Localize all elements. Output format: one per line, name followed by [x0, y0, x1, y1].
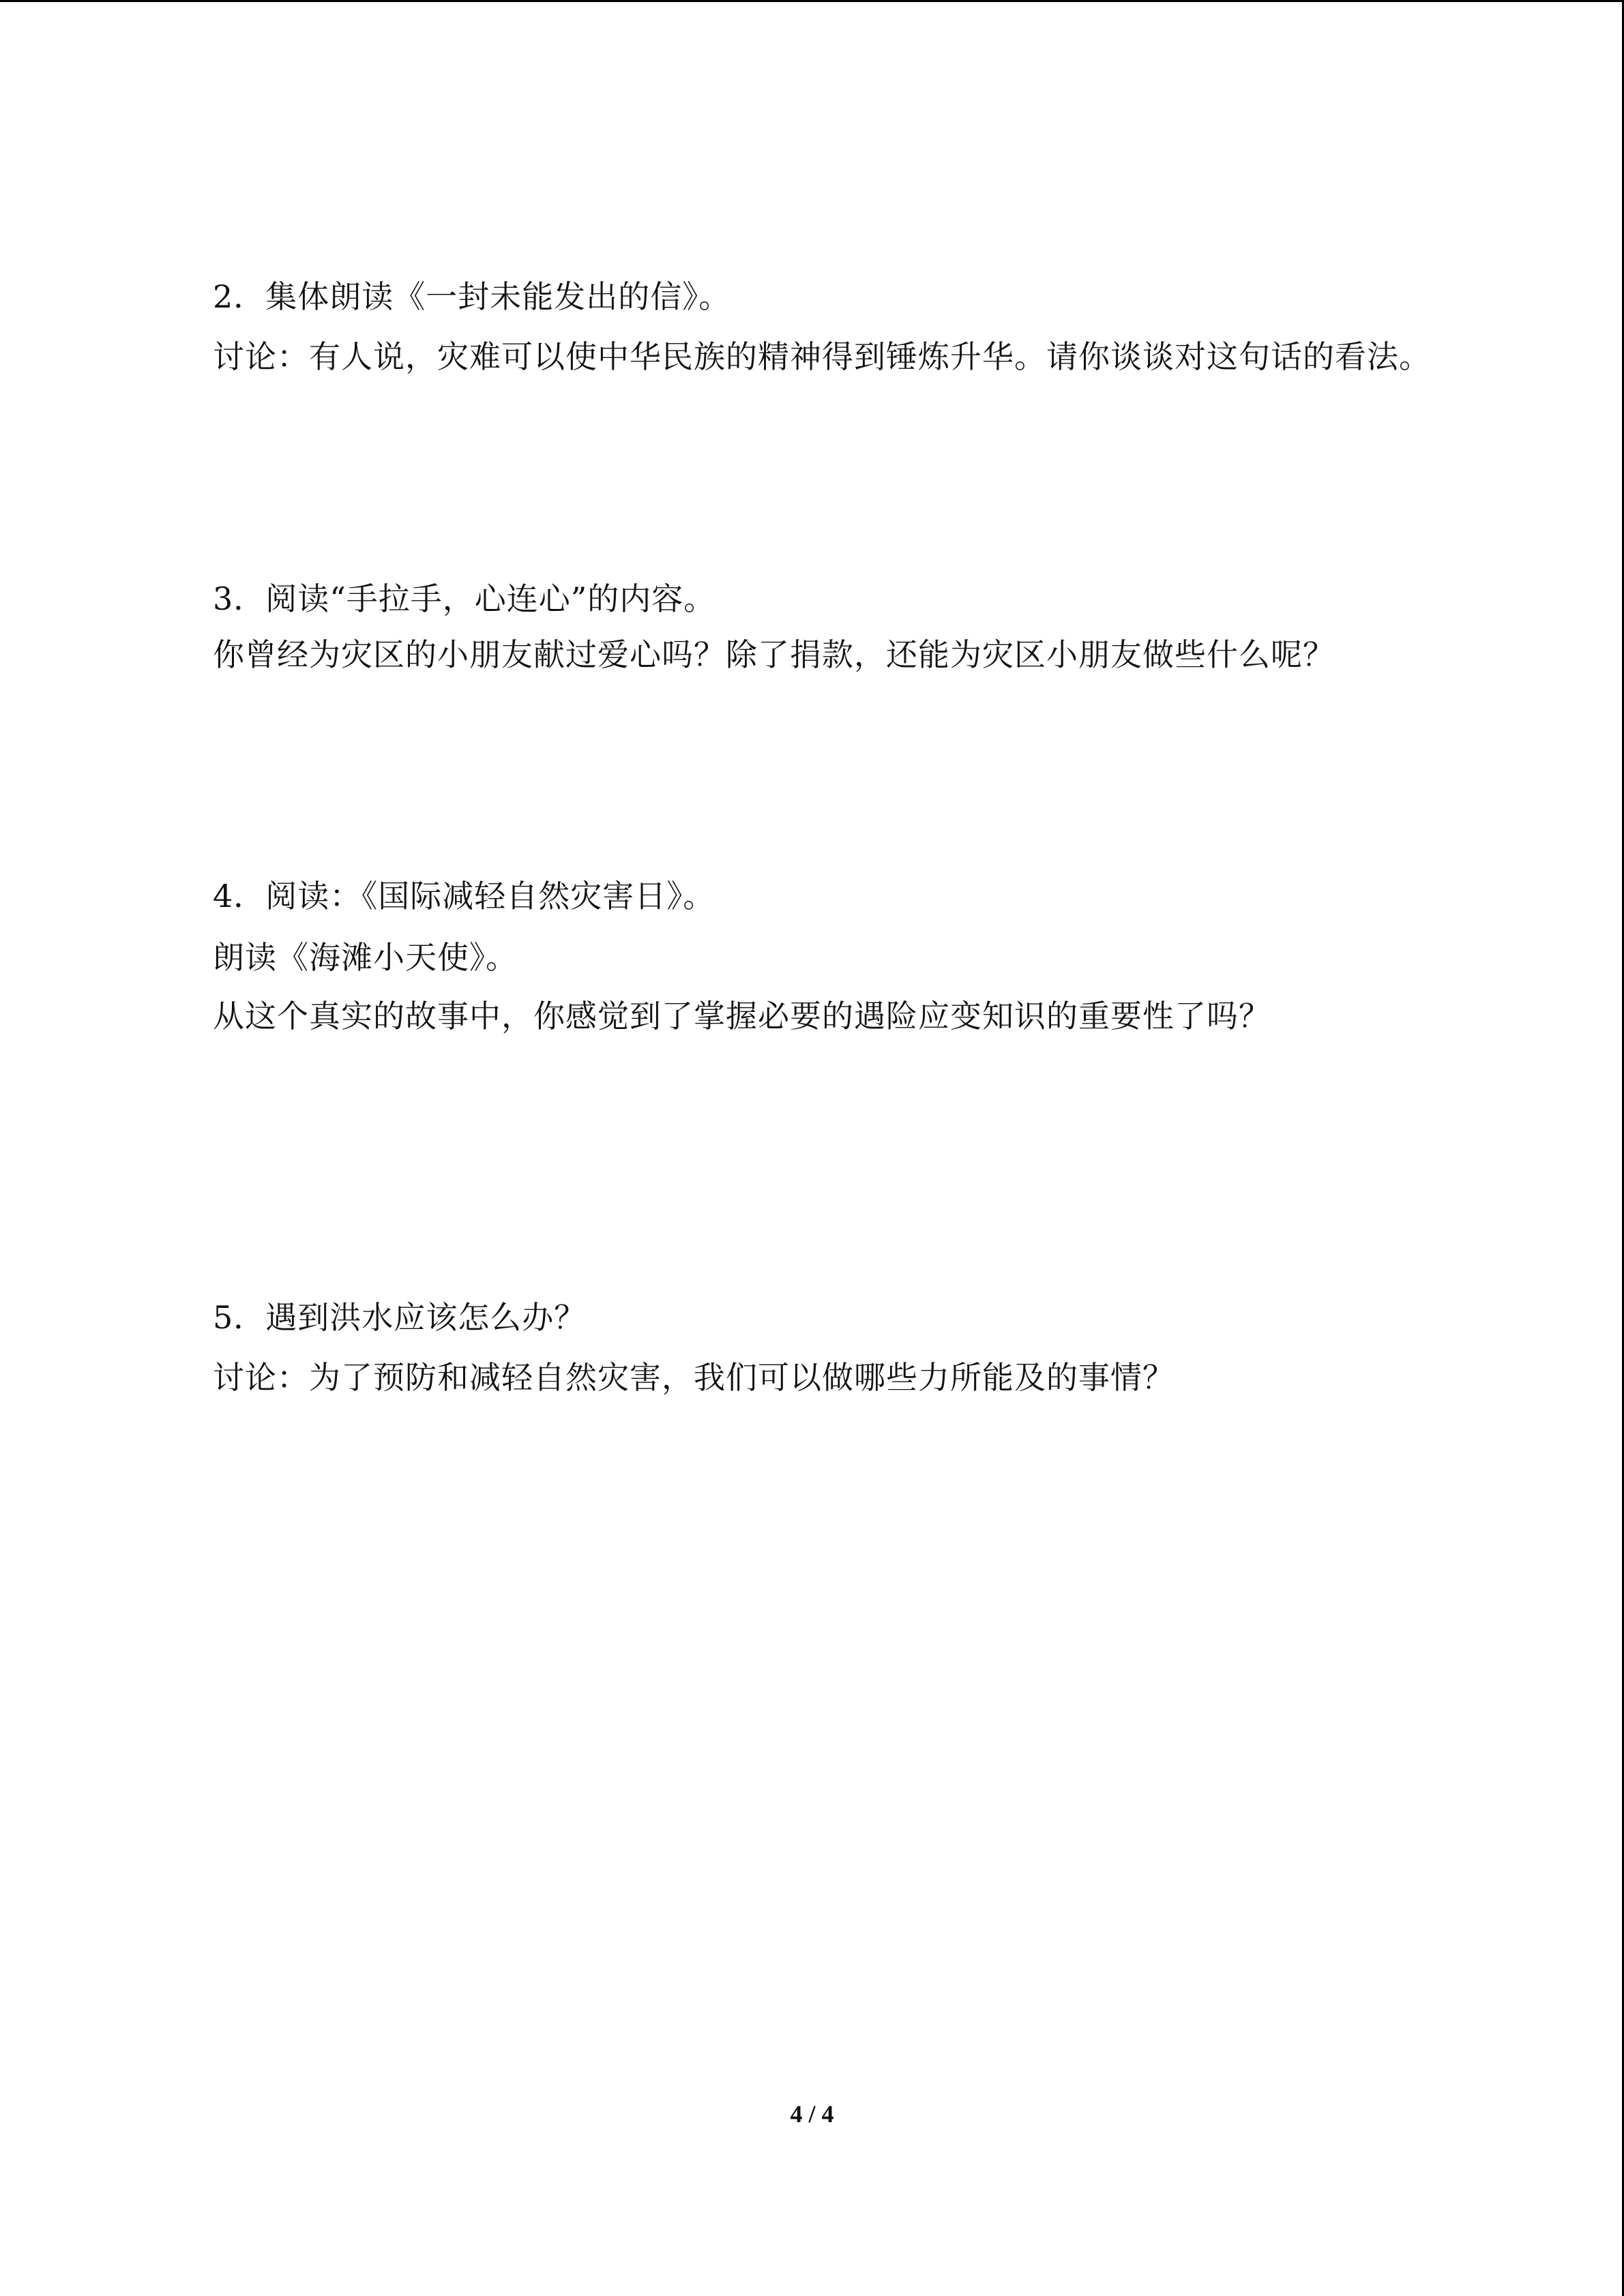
page-top-border: [0, 0, 1624, 2]
section-4-reading: 朗读《海滩小天使》。: [213, 939, 518, 976]
section-2-discussion: 讨论：有人说，灾难可以使中华民族的精神得到锤炼升华。请你谈谈对这句话的看法。: [213, 338, 1431, 375]
section-5-heading: 5．遇到洪水应该怎么办？: [213, 1299, 587, 1336]
section-3-heading: 3．阅读“手拉手，心连心”的内容。: [213, 580, 716, 617]
section-3-question: 你曾经为灾区的小朋友献过爱心吗？除了捐款，还能为灾区小朋友做些什么呢？: [213, 636, 1335, 673]
section-5-discussion: 讨论：为了预防和减轻自然灾害，我们可以做哪些力所能及的事情？: [213, 1359, 1175, 1396]
section-4-heading: 4．阅读：《国际减轻自然灾害日》。: [213, 878, 715, 914]
section-2-heading: 2．集体朗读《一封未能发出的信》。: [213, 278, 731, 315]
page-number: 4 / 4: [790, 2100, 834, 2128]
section-4-question: 从这个真实的故事中，你感觉到了掌握必要的遇险应变知识的重要性了吗？: [213, 998, 1271, 1034]
